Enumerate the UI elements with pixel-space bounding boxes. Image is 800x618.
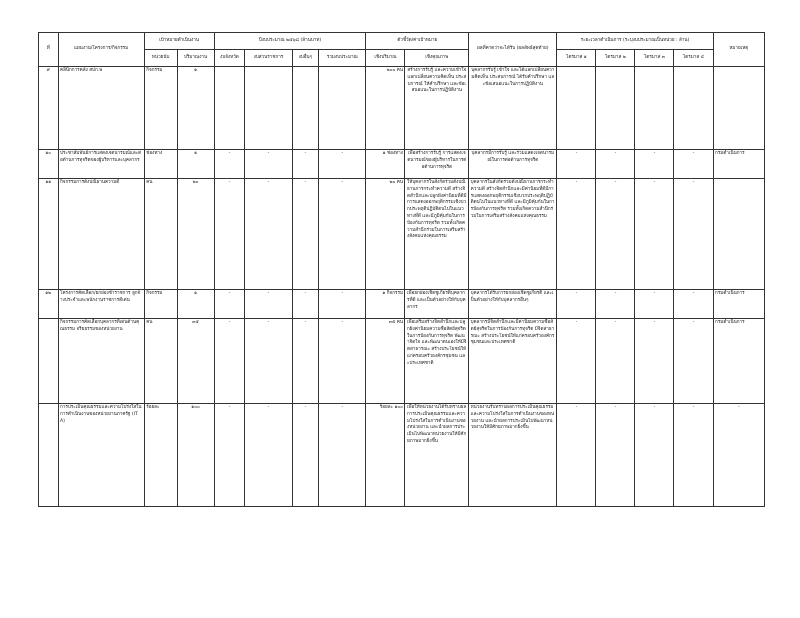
header-budget: ปีงบประมาณ ๒๕๖๘ (ล้านบาท) (214, 33, 366, 50)
cell-q1: - (557, 179, 596, 290)
cell-province-budget: - (214, 319, 245, 404)
cell-project: ประชาสัมพันธ์การแสดงเจตนารมณ์และต่อต้านการทุจริตของผู้บริหารและบุคลากร (58, 150, 144, 179)
cell-quality: เพื่อให้หน่วยงานได้รับทราบผลการประเมินคุณธรรมและความโปร่งใสในการดำเนินงานของหน่วยงาน และนำผลการประเมินไปพัฒนาหน่วยงานให้มีศักยภาพมากยิ่งขึ้น (405, 404, 469, 507)
cell-expected: บุคลากรในสังกัดร่วมตั้งปณิธานการกระทำความดี สร้างจิตสำนึกและมีค่านิยมที่ดีมีการแสดงออกพฤติกรรมเชิงบวกประพฤติปฏิบัติตนไปในแนวทางที่ดี และมีภูมิคุ้มกันในการป้องกันการทุจริต รวมทั้งเกิดความสำนึกร่วมในการเสริมสร้างสังคมแห่งคุณธรรม (469, 179, 557, 290)
cell-quantity: ๑ กิจกรรม (366, 290, 405, 319)
cell-project: โครงการคัดเลือก/ยกย่องข้าราชการ ลูกจ้างประจำและพนักงานราชการดีเด่น (58, 290, 144, 319)
cell-q3: - (635, 319, 674, 404)
header-target: เป้าหมายดำเนินงาน (144, 33, 214, 50)
action-plan-table (38, 32, 765, 507)
header-period: ระยะเวลาดำเนินการ (ระบุงบประมาณเป็นหน่วย : ล้าน) (557, 33, 713, 50)
cell-q1: - (557, 290, 596, 319)
header-qty: ปริมาณงาน (177, 50, 214, 67)
table-row (39, 404, 765, 507)
cell-quantity: ๓๕ คน (366, 319, 405, 404)
cell-quantity: ๑ ช่องทาง (366, 150, 405, 179)
table-row (39, 150, 765, 179)
cell-total-budget: - (319, 319, 366, 404)
table-row (39, 67, 765, 150)
cell-remark: กรมดำเนินการ (713, 319, 764, 404)
cell-q4 (674, 67, 713, 150)
table-row (39, 179, 765, 290)
cell-other-budget: - (292, 404, 319, 507)
header-project: แผนงาน/โครงการ/กิจกรรม (58, 33, 144, 67)
cell-project: การประเมินคุณธรรมและความโปร่งใสในการดำเนินงานของหน่วยงานภาครัฐ (ITA) (58, 404, 144, 507)
cell-quality: เพื่อยกย่องเชิดชูเกียรติบุคลากรที่ดี และเป็นตัวอย่างให้กับบุคลากร (405, 290, 469, 319)
cell-unit: ร้อยละ (144, 404, 177, 507)
cell-quality: ให้บุคลากรในสังกัดร่วมตั้งปณิธานการกระทำความดี สร้างจิตสำนึกและปลูกฝังค่านิยมที่ดีมีการแสดงออกพฤติกรรมเชิงบวกประพฤติปฏิบัติตนไปในแนวทางที่ดี และมีภูมิคุ้มกันในการป้องกันการทุจริต รวมทั้งเกิดความสำนึกร่วมในการเสริมสร้างสังคมแห่งคุณธรรม (405, 179, 469, 290)
header-q1: ไตรมาส ๑ (557, 50, 596, 67)
cell-quality: เพื่อสร้างการรับรู้ การแสดงเจตนารมณ์ของผู้บริหารในการต่อต้านการทุจริต (405, 150, 469, 179)
cell-quantity: ๒๐ คน (366, 179, 405, 290)
cell-q1: - (557, 404, 596, 507)
cell-other-budget (292, 67, 319, 150)
cell-unit: กิจกรรม (144, 67, 177, 150)
cell-no: ๑๐ (39, 150, 59, 179)
cell-province-budget: - (214, 404, 245, 507)
cell-q3: - (635, 404, 674, 507)
cell-qty: ๑ (177, 150, 214, 179)
header-q3: ไตรมาส ๓ (635, 50, 674, 67)
cell-expected: บุคลากรรับรู้ เข้าใจ และได้แลกเปลี่ยนความคิดเห็น ประสบการณ์ ได้รับคำปรึกษา และข้อเสนอแนะในการปฏิบัติงาน (469, 67, 557, 150)
cell-gov-budget: - (245, 319, 292, 404)
cell-remark: - (713, 404, 764, 507)
cell-q3: - (635, 150, 674, 179)
cell-project: กิจกรรมการตั้งปณิธานความดี (58, 179, 144, 290)
cell-q4: - (674, 150, 713, 179)
table-row (39, 290, 765, 319)
cell-gov-budget: - (245, 179, 292, 290)
cell-other-budget: - (292, 150, 319, 179)
cell-remark: กรมดำเนินการ (713, 150, 764, 179)
cell-qty: ๓๕ (177, 319, 214, 404)
cell-remark (713, 179, 764, 290)
cell-expected: บุคลากรมีการรับรู้ และร่วมแสดงเจตนารมณ์ในการต่อต้านการทุจริต (469, 150, 557, 179)
header-q4: ไตรมาส ๔ (674, 50, 713, 67)
cell-gov-budget: - (245, 150, 292, 179)
cell-q4: - (674, 179, 713, 290)
cell-q2: - (596, 404, 635, 507)
cell-project: คลินิกการคลัง สปก.พ (58, 67, 144, 150)
cell-other-budget: - (292, 319, 319, 404)
header-expected: ผลที่คาดว่าจะได้รับ (ผลลัพธ์สุดท้าย) (469, 33, 557, 67)
table-row (39, 319, 765, 404)
cell-gov-budget: - (245, 290, 292, 319)
cell-quality: เพื่อเสริมสร้างจิตสำนึกและปลูกฝังค่านิยมความซื่อสัตย์สุจริตในการป้องกันการทุจริต พัฒนาจิตใจ และพัฒนาตนเองให้มีจิตสาธารณะ สร้างประโยชน์ให้แก่ครอบครัวองค์กรชุมชน และประเทศชาติ (405, 319, 469, 404)
cell-other-budget: - (292, 290, 319, 319)
cell-total-budget: - (319, 150, 366, 179)
cell-total-budget: - (319, 179, 366, 290)
cell-q4: - (674, 404, 713, 507)
header-no: ที่ (39, 33, 59, 67)
cell-quantity: ๒๐๐ คน (366, 67, 405, 150)
cell-other-budget: - (292, 179, 319, 290)
cell-expected: หน่วยงานรับทราบผลการประเมินคุณธรรมและความโปร่งใสในการดำเนินงานของหน่วยงาน และนำผลการประเมินไปพัฒนาหน่วยงานให้มีศักยภาพมากยิ่งขึ้น (469, 404, 557, 507)
cell-q1: - (557, 150, 596, 179)
cell-quantity: ร้อยละ ๑๐๐ (366, 404, 405, 507)
header-q2: ไตรมาส ๒ (596, 50, 635, 67)
cell-q4: - (674, 290, 713, 319)
cell-unit: คน (144, 179, 177, 290)
header-total-budget: รวมงบประมาณ (319, 50, 366, 67)
header-unit: หน่วยนับ (144, 50, 177, 67)
cell-unit: กิจกรรม (144, 290, 177, 319)
cell-province-budget (214, 67, 245, 150)
header-quantity: เชิงปริมาณ (366, 50, 405, 67)
cell-q3: - (635, 179, 674, 290)
cell-qty: ๑ (177, 290, 214, 319)
header-gov-budget: งบส่วนราชการ (245, 50, 292, 67)
cell-total-budget: - (319, 290, 366, 319)
cell-province-budget: - (214, 290, 245, 319)
cell-q3 (635, 67, 674, 150)
cell-no: ๑๑ (39, 179, 59, 290)
cell-remark (713, 67, 764, 150)
cell-province-budget: - (214, 150, 245, 179)
cell-total-budget (319, 67, 366, 150)
header-other-budget: งบอื่นๆ (292, 50, 319, 67)
cell-no (39, 404, 59, 507)
header-province-budget: งบจังหวัด (214, 50, 245, 67)
cell-unit: ช่องทาง (144, 150, 177, 179)
cell-expected: บุคลากรมีจิตสำนึกและมีค่านิยมความซื่อสัตย์สุจริตในการป้องกันการทุจริต มีจิตสาธารณะ สร้างประโยชน์ให้แก่ครอบครัวองค์กรชุมชนและประเทศชาติ (469, 319, 557, 404)
cell-q4: - (674, 319, 713, 404)
cell-q1 (557, 67, 596, 150)
cell-q2: - (596, 290, 635, 319)
cell-qty: ๑ (177, 67, 214, 150)
cell-gov-budget: - (245, 404, 292, 507)
cell-unit: คน (144, 319, 177, 404)
cell-q2: - (596, 179, 635, 290)
cell-project: กิจกรรมการคัดเลือกบุคลากรที่เด่นด้านคุณธรรม จริยธรรมของหน่วยงาน (58, 319, 144, 404)
header-indicator: ตัวชี้วัด/ค่าเป้าหมาย (366, 33, 469, 50)
cell-q1: - (557, 319, 596, 404)
header-quality: เชิงคุณภาพ (405, 50, 469, 67)
cell-no: ๙ (39, 67, 59, 150)
cell-remark: กรมดำเนินการ (713, 290, 764, 319)
cell-q3: - (635, 290, 674, 319)
cell-q2 (596, 67, 635, 150)
cell-qty: ๒๐ (177, 179, 214, 290)
cell-expected: บุคลากรได้รับการยกย่องเชิดชูเกียรติ และเป็นตัวอย่างให้กับบุคลากรอื่นๆ (469, 290, 557, 319)
cell-no: ๑๒ (39, 290, 59, 319)
header-remark: หมายเหตุ (713, 33, 764, 67)
cell-total-budget: - (319, 404, 366, 507)
cell-gov-budget (245, 67, 292, 150)
cell-q2: - (596, 150, 635, 179)
cell-province-budget: - (214, 179, 245, 290)
cell-qty: ๑๐๐ (177, 404, 214, 507)
cell-q2: - (596, 319, 635, 404)
cell-quality: สร้างการรับรู้ และความเข้าใจ แลกเปลี่ยนความคิดเห็น ประสบการณ์ ให้คำปรึกษา และข้อเสนอแนะในการปฏิบัติงาน (405, 67, 469, 150)
cell-no (39, 319, 59, 404)
